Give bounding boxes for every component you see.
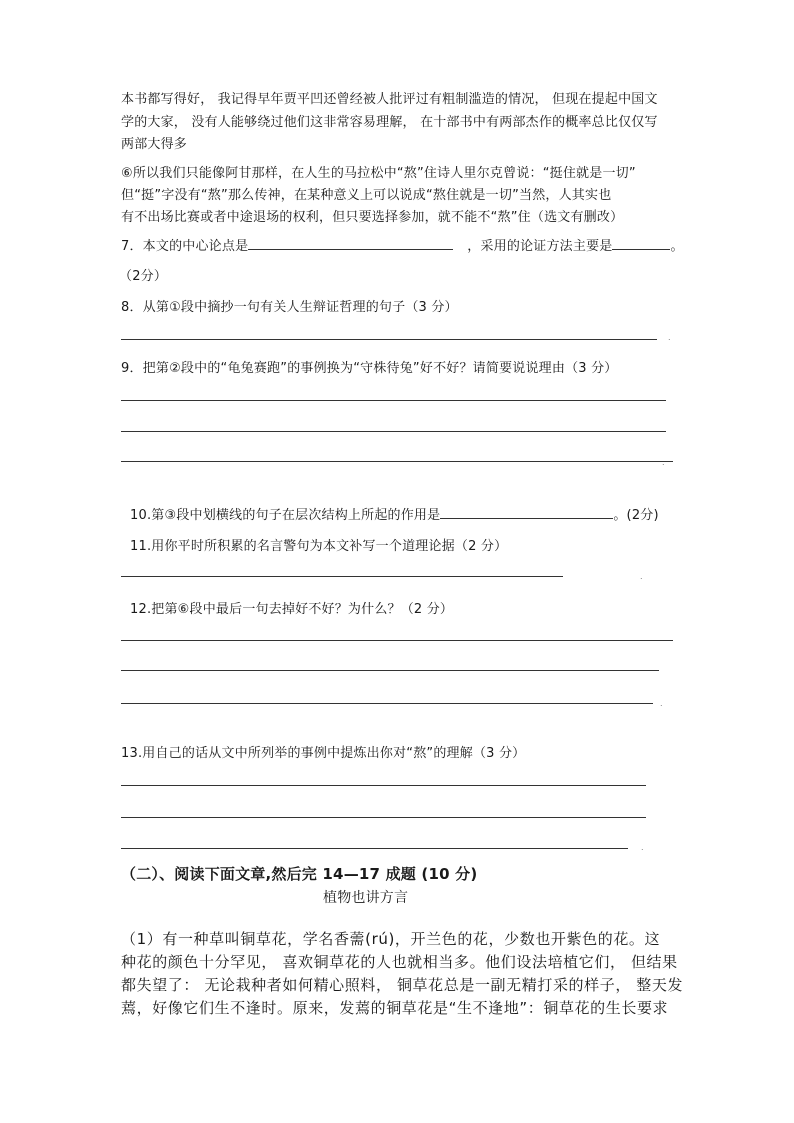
margin-dot: . — [662, 458, 665, 467]
margin-dot: . — [660, 699, 663, 708]
margin-dot: . — [641, 843, 644, 852]
answer-line[interactable] — [121, 703, 653, 704]
question-11: 11.用你平时所积累的名言警句为本文补写一个道理论据（2 分） — [130, 539, 508, 554]
passage-line: ⑥所以我们只能像阿甘那样，在人生的马拉松中“熬”住诗人里尔克曾说：“挺住就是一切” — [121, 166, 636, 181]
passage-line: 有不出场比赛或者中途退场的权利，但只要选择参加，就不能不“熬”住（选文有删改） — [121, 210, 624, 225]
passage-line: 但“挺”字没有“熬”那么传神，在某种意义上可以说成“熬住就是一切”当然，人其实也 — [121, 188, 612, 203]
answer-line[interactable] — [121, 640, 673, 641]
question-7-text: ，采用的论证方法主要是 — [467, 239, 613, 254]
question-7 — [121, 235, 684, 254]
question-10 — [130, 504, 659, 523]
question-8: 8．从第①段中摘抄一句有关人生辩证哲理的句子（3 分） — [121, 300, 458, 315]
question-10-text: 。(2分) — [613, 508, 659, 523]
answer-blank[interactable] — [440, 506, 613, 519]
question-7-text: 7．本文的中心论点是 — [121, 239, 249, 254]
question-13: 13.用自己的话从文中所列举的事例中提炼出你对“熬”的理解（3 分） — [121, 746, 526, 761]
answer-line[interactable] — [121, 848, 628, 849]
answer-line[interactable] — [121, 431, 666, 432]
passage-line: 两部大得多 — [121, 137, 188, 152]
margin-dot: . — [640, 572, 643, 581]
section-heading: （二）、阅读下面文章,然后完 14—17 成题 (10 分) — [121, 865, 478, 883]
article-line: （1）有一种草叫铜草花，学名香薷(rú)，开兰色的花，少数也开紫色的花。这 — [121, 930, 661, 948]
question-7-points: （2分） — [119, 269, 168, 284]
passage-line: 本书都写得好， 我记得早年贾平凹还曾经被人批评过有粗制滥造的情况， 但现在提起中国文 — [121, 92, 658, 107]
article-line: 种花的颜色十分罕见， 喜欢铜草花的人也就相当多。他们设法培植它们， 但结果 — [121, 953, 678, 971]
answer-blank[interactable] — [612, 237, 670, 250]
answer-line[interactable] — [121, 461, 673, 462]
margin-dot: . — [668, 333, 671, 342]
question-7-text: 。 — [670, 239, 684, 254]
answer-line[interactable] — [121, 817, 646, 818]
answer-line[interactable] — [121, 785, 646, 786]
answer-line[interactable] — [121, 400, 666, 401]
question-10-text: 10.第③段中划横线的句子在层次结构上所起的作用是 — [130, 508, 441, 523]
article-line: 蔫，好像它们生不逢时。原来，发蔫的铜草花是“生不逢地”：铜草花的生长要求 — [121, 999, 669, 1017]
question-12: 12.把第⑥段中最后一句去掉好不好？为什么？（2 分） — [130, 602, 454, 617]
passage-line: 学的大家， 没有人能够绕过他们这非常容易理解， 在十部书中有两部杰作的概率总比仅仅写 — [121, 115, 658, 130]
answer-line[interactable] — [121, 339, 657, 340]
answer-line[interactable] — [121, 576, 563, 577]
answer-line[interactable] — [121, 670, 659, 671]
answer-blank[interactable] — [248, 237, 453, 250]
article-title: 植物也讲方言 — [323, 890, 409, 906]
question-9: 9．把第②段中的“龟兔赛跑”的事例换为“守株待兔”好不好？请简要说说理由（3 分） — [121, 361, 618, 376]
article-line: 都失望了： 无论栽种者如何精心照料， 铜草花总是一副无精打采的样子， 整天发 — [121, 976, 684, 994]
